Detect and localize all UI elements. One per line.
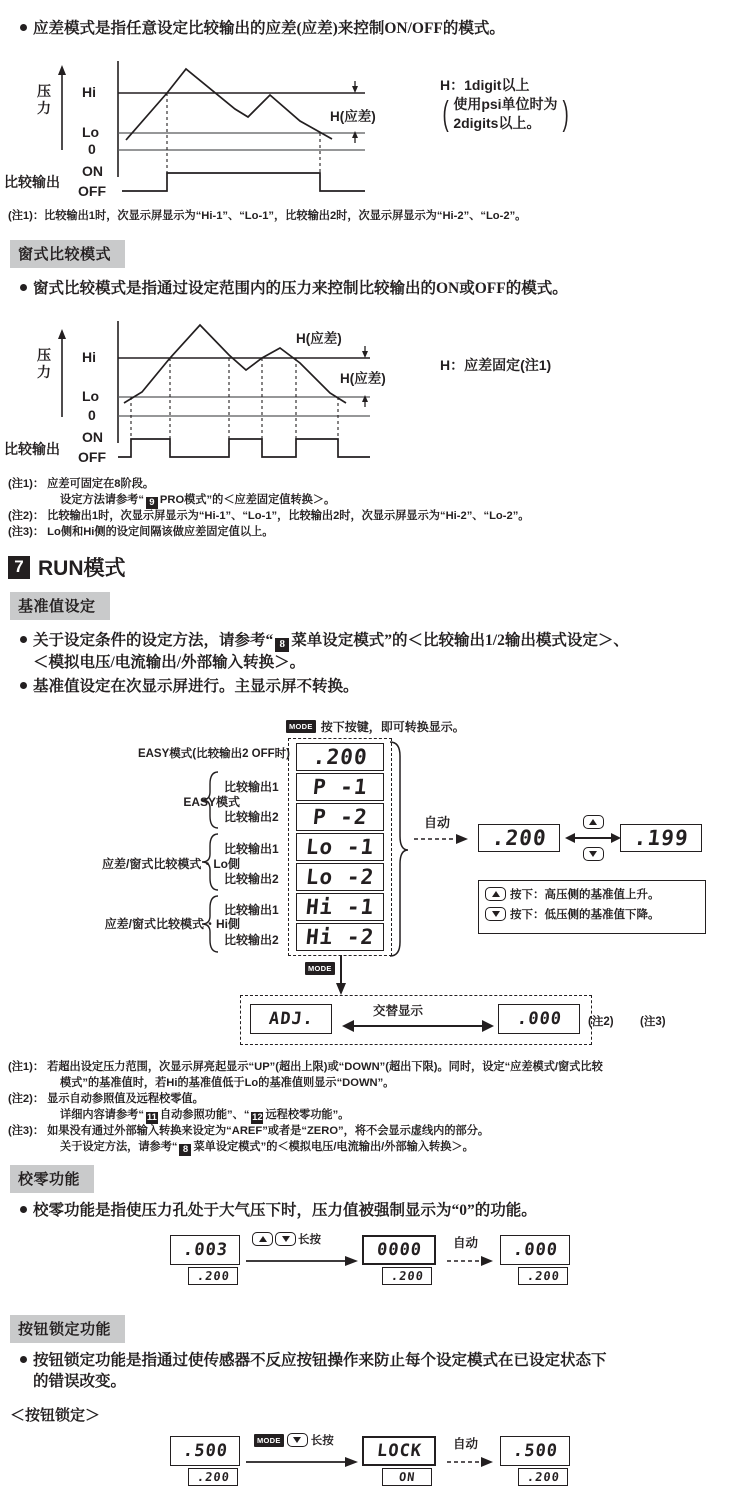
lcd-adjusted-value (620, 824, 702, 852)
zero-step-1 (170, 1235, 240, 1285)
lcd-value: Hi -2 (304, 925, 376, 949)
legend-up-text: 按下：高压侧的基准值上升。 (510, 889, 660, 901)
legend-row-up (485, 886, 699, 902)
zero-description: 校零功能是指使压力孔处于大气压下时，压力值被强制显示为“0”的功能。 (33, 1202, 537, 1219)
bullet-dot (20, 1206, 27, 1213)
lcd-value: Lo -2 (304, 865, 376, 889)
mode-key-icon[interactable]: MODE (254, 1434, 284, 1447)
alternating-display-label: 交替显示 (373, 1004, 424, 1018)
window-note-1a: (注1)： 应差可固定在8阶段。 (8, 478, 155, 490)
lock-desc-line2: 的错误改变。 (33, 1373, 127, 1390)
lcd-row-1 (296, 773, 384, 801)
lock-step-2 (362, 1436, 436, 1486)
lcd-value: ON (398, 1470, 416, 1484)
lcd-value: .200 (195, 1470, 231, 1484)
group-label-easy: EASY模式 (183, 795, 240, 809)
mode-key-icon[interactable]: MODE (286, 720, 316, 733)
y-axis-label-pressure: 压力 (37, 347, 51, 380)
bullet-dot (20, 1356, 27, 1363)
h-label-bottom: H(应差) (340, 371, 386, 386)
window-note-2: (注2)： 比较输出1时，次显示屏显示为“Hi-1”、“Lo-1”，比较输出2时，次显示屏显示为“Hi-2”、“Lo-2”。 (8, 510, 530, 522)
chapter-ref-12: 12 (252, 1112, 263, 1123)
bidirectional-arrow (565, 831, 621, 845)
lcd-value: .200 (311, 745, 369, 769)
lcd-sub (188, 1468, 238, 1486)
paren-close: ) (562, 95, 569, 133)
sub-label-row-1: 比较输出1 (224, 780, 279, 794)
down-arrow-icon (485, 907, 506, 921)
mode-key-icon[interactable]: MODE (305, 962, 335, 975)
h-label-top: H(应差) (296, 331, 342, 346)
bullet-dot (20, 682, 27, 689)
window-chart (0, 315, 440, 475)
lcd-value: .200 (490, 826, 548, 850)
adj-note2-ref: (注2) (588, 1016, 614, 1028)
group-label-lo-side: 应差/窗式比较模式・Lo側 (102, 857, 240, 871)
adj-note3-ref: (注3) (640, 1016, 666, 1028)
lcd-value: .500 (181, 1441, 229, 1461)
chapter-ref-11: 11 (146, 1112, 157, 1123)
lcd-row-4 (296, 863, 384, 891)
lock-flow (170, 1436, 590, 1506)
mode-key-to-adj[interactable] (305, 962, 335, 975)
n2-mid: 自动参照功能”、“ (159, 1109, 250, 1121)
lock-step-1 (170, 1436, 240, 1486)
level-zero-label: 0 (88, 141, 96, 157)
lock-description (33, 1350, 607, 1392)
lcd-value: Lo -1 (304, 835, 376, 859)
level-zero-label: 0 (88, 407, 96, 423)
zero-step-2 (362, 1235, 436, 1285)
lcd-main (362, 1436, 436, 1466)
hysteresis-note-1: (注1)：比较输出1时，次显示屏显示为“Hi-1”、“Lo-1”，比较输出2时，次显示屏显示为“Hi-2”、“Lo-2”。 (8, 210, 527, 222)
level-lo-label: Lo (82, 124, 100, 140)
output-label: 比较输出 (4, 174, 60, 190)
zero-bullet-row (20, 1200, 730, 1221)
mode-hint-row (286, 718, 465, 735)
run-bullet-1 (33, 630, 629, 673)
window-note-1b (8, 493, 335, 509)
lcd-value: P -1 (311, 775, 369, 799)
output-off-label: OFF (78, 449, 106, 465)
output-label: 比较输出 (4, 441, 60, 457)
up-arrow-icon[interactable] (252, 1232, 273, 1246)
down-arrow-to-adj (334, 955, 348, 995)
zero-action-1-text: 长按 (298, 1234, 321, 1246)
lcd-row-6 (296, 923, 384, 951)
note-1b-post: PRO模式”的＜应差固定值转换＞。 (159, 494, 336, 506)
lock-arrow-2 (447, 1456, 495, 1468)
sub-label-row-3: 比较输出1 (224, 842, 279, 856)
lcd-row-5 (296, 893, 384, 921)
sub-label-row-6: 比较输出2 (224, 933, 279, 947)
zero-arrow-2 (447, 1255, 495, 1267)
run-bullet1-pre: 关于设定条件的设定方法，请参考“ (33, 632, 274, 649)
group-label-easy-off: EASY模式(比较输出2 OFF时) (137, 748, 290, 760)
mode-hint-text: 按下按键，即可转换显示。 (320, 720, 465, 734)
lock-function-header (10, 1315, 125, 1343)
down-arrow-icon[interactable] (287, 1433, 308, 1447)
lcd-value: .200 (525, 1269, 561, 1283)
zero-function-header (10, 1165, 94, 1193)
hysteresis-side-note (440, 76, 740, 133)
run-bullet-2: 基准值设定在次显示屏进行。主显示屏不转换。 (33, 678, 359, 695)
up-arrow-icon[interactable] (583, 815, 604, 829)
n2-pre: 详细内容请参考“ (60, 1109, 144, 1121)
chapter-ref-8: 8 (275, 638, 289, 652)
lcd-value: LOCK (375, 1441, 423, 1461)
lcd-sub (382, 1468, 432, 1486)
lock-action-1 (254, 1432, 334, 1448)
lcd-main (170, 1235, 240, 1265)
chapter-ref-9: 9 (146, 497, 158, 509)
lcd-value: .199 (632, 826, 690, 850)
lcd-main (500, 1436, 570, 1466)
up-arrow-icon (485, 887, 506, 901)
hysteresis-chart (0, 55, 430, 205)
run-note-1-line1: (注1)： 若超出设定压力范围，次显示屏亮起显示“UP”(超出上限)或“DOWN”(超出下限)。同时，设定“应差模式/窗式比较 (8, 1061, 603, 1073)
hysteresis-bullet-row (20, 18, 730, 39)
left-braces (196, 770, 226, 950)
lcd-sub (518, 1468, 568, 1486)
lcd-value: .003 (181, 1240, 229, 1260)
lcd-current-value (478, 824, 560, 852)
lcd-adj (250, 1004, 332, 1034)
lcd-value: .000 (511, 1240, 559, 1260)
h-hysteresis-label: H(应差) (330, 109, 376, 124)
down-arrow-icon[interactable] (583, 847, 604, 861)
zero-step-3 (500, 1235, 570, 1285)
lcd-value: .200 (195, 1269, 231, 1283)
lock-action-2-text: 自动 (453, 1437, 479, 1451)
lcd-value: .200 (389, 1269, 425, 1283)
lcd-value: P -2 (311, 805, 369, 829)
sub-label-row-4: 比较输出2 (224, 872, 279, 886)
window-description: 窗式比较模式是指通过设定范围内的压力来控制比较输出的ON或OFF的模式。 (33, 280, 568, 297)
lcd-main (170, 1436, 240, 1466)
chapter-number: 7 (8, 556, 30, 579)
lcd-value: 0000 (375, 1240, 423, 1260)
display-stack (296, 743, 384, 951)
level-lo-label: Lo (82, 388, 100, 404)
run-bullet-1-row (20, 630, 740, 673)
lcd-value: Hi -1 (304, 895, 376, 919)
h-digit-note-line2: 使用psi单位时为 (453, 96, 558, 112)
n3-pre: 关于设定方法，请参考“ (60, 1141, 178, 1153)
run-bullet1-mid: 菜单设定模式”的＜比较输出1/2输出模式设定＞、 (291, 632, 629, 649)
lcd-sub (188, 1267, 238, 1285)
lcd-main (362, 1235, 436, 1265)
window-bullet-row (20, 278, 730, 299)
window-mode-header (10, 240, 125, 268)
lcd-value: ADJ. (267, 1009, 315, 1029)
h-digit-note-line3: 2digits以上。 (453, 115, 541, 131)
y-axis-label-pressure: 压力 (37, 83, 51, 116)
lcd-sub (518, 1267, 568, 1285)
lock-subtitle: ＜按钮锁定＞ (10, 1407, 101, 1424)
lcd-row-0 (296, 743, 384, 771)
window-note-3: (注3)： Lo侧和Hi侧的设定间隔该做应差固定值以上。 (8, 526, 274, 538)
bullet-dot (20, 636, 27, 643)
updown-legend-box (478, 880, 706, 934)
window-side-note: H：应差固定(注1) (440, 357, 552, 373)
h-digit-note-line1: H：1digit以上 (440, 77, 530, 93)
chapter-title: RUN模式 (38, 557, 126, 580)
run-note-3-line2 (8, 1140, 474, 1156)
level-hi-label: Hi (82, 84, 96, 100)
zero-function-header-text: 校零功能 (10, 1165, 94, 1193)
lcd-row-2 (296, 803, 384, 831)
run-bullet1-line2: ＜模拟电压/电流输出/外部输入转换＞。 (33, 653, 306, 671)
reference-value-header-text: 基准值设定 (10, 592, 110, 620)
legend-down-text: 按下：低压侧的基准值下降。 (510, 909, 660, 921)
lcd-value: .000 (515, 1009, 563, 1029)
run-note-1-line2: 模式”的基准值时，若Hi的基准值低于Lo的基准值则显示“DOWN”。 (60, 1077, 395, 1089)
n2-post: 远程校零功能”。 (265, 1109, 350, 1121)
lock-step-3 (500, 1436, 570, 1486)
zero-action-2-text: 自动 (453, 1236, 479, 1250)
lcd-value: .200 (525, 1470, 561, 1484)
chapter-7-heading (8, 552, 126, 582)
auto-label-1: 自动 (424, 815, 451, 830)
note-1b-pre: 设定方法请参考“ (60, 494, 144, 506)
down-arrow-icon[interactable] (275, 1232, 296, 1246)
lock-bullet-row (20, 1350, 736, 1392)
output-off-label: OFF (78, 183, 106, 199)
zero-arrow-1 (246, 1255, 358, 1267)
lcd-value: .500 (511, 1441, 559, 1461)
zero-flow (170, 1235, 590, 1305)
window-mode-header-text: 窗式比较模式 (10, 240, 125, 268)
sub-label-row-2: 比较输出2 (224, 810, 279, 824)
adj-bidirectional-arrow (342, 1019, 494, 1033)
output-on-label: ON (82, 429, 103, 445)
run-bullet-2-row (20, 676, 740, 697)
sub-label-row-5: 比较输出1 (224, 903, 279, 917)
run-note-3-line1: (注3)： 如果没有通过外部输入转换来设定为“AREF”或者是“ZERO”，将不会显示虚线内的部分。 (8, 1125, 490, 1137)
lcd-main (500, 1235, 570, 1265)
level-hi-label: Hi (82, 349, 96, 365)
paren-open: ( (442, 95, 449, 133)
lock-desc-line1: 按钮锁定功能是指通过使传感器不反应按钮操作来防止每个设定模式在已设定状态下 (33, 1352, 607, 1369)
run-note-2-line1: (注2)： 显示自动参照值及远程校零值。 (8, 1093, 204, 1105)
lcd-adj-value (498, 1004, 580, 1034)
n3-post: 菜单设定模式”的＜模拟电压/电流输出/外部输入转换＞。 (193, 1141, 474, 1153)
zero-action-1 (252, 1231, 321, 1247)
legend-row-down (485, 906, 699, 922)
lock-action-1-text: 长按 (310, 1435, 334, 1447)
bullet-dot (20, 284, 27, 291)
chapter-ref-8: 8 (179, 1144, 191, 1156)
lcd-row-3 (296, 833, 384, 861)
group-label-hi-side: 应差/窗式比较模式・Hi側 (104, 917, 240, 931)
auto-arrow-1 (414, 833, 474, 845)
lock-arrow-1 (246, 1456, 358, 1468)
lcd-sub (382, 1267, 432, 1285)
bullet-dot (20, 24, 27, 31)
hysteresis-description: 应差模式是指任意设定比较输出的应差(应差)来控制ON/OFF的模式。 (33, 20, 505, 37)
output-on-label: ON (82, 163, 103, 179)
lock-function-header-text: 按钮锁定功能 (10, 1315, 125, 1343)
run-note-2-line2 (8, 1108, 349, 1124)
right-brace (388, 740, 410, 956)
reference-value-header (10, 592, 110, 620)
